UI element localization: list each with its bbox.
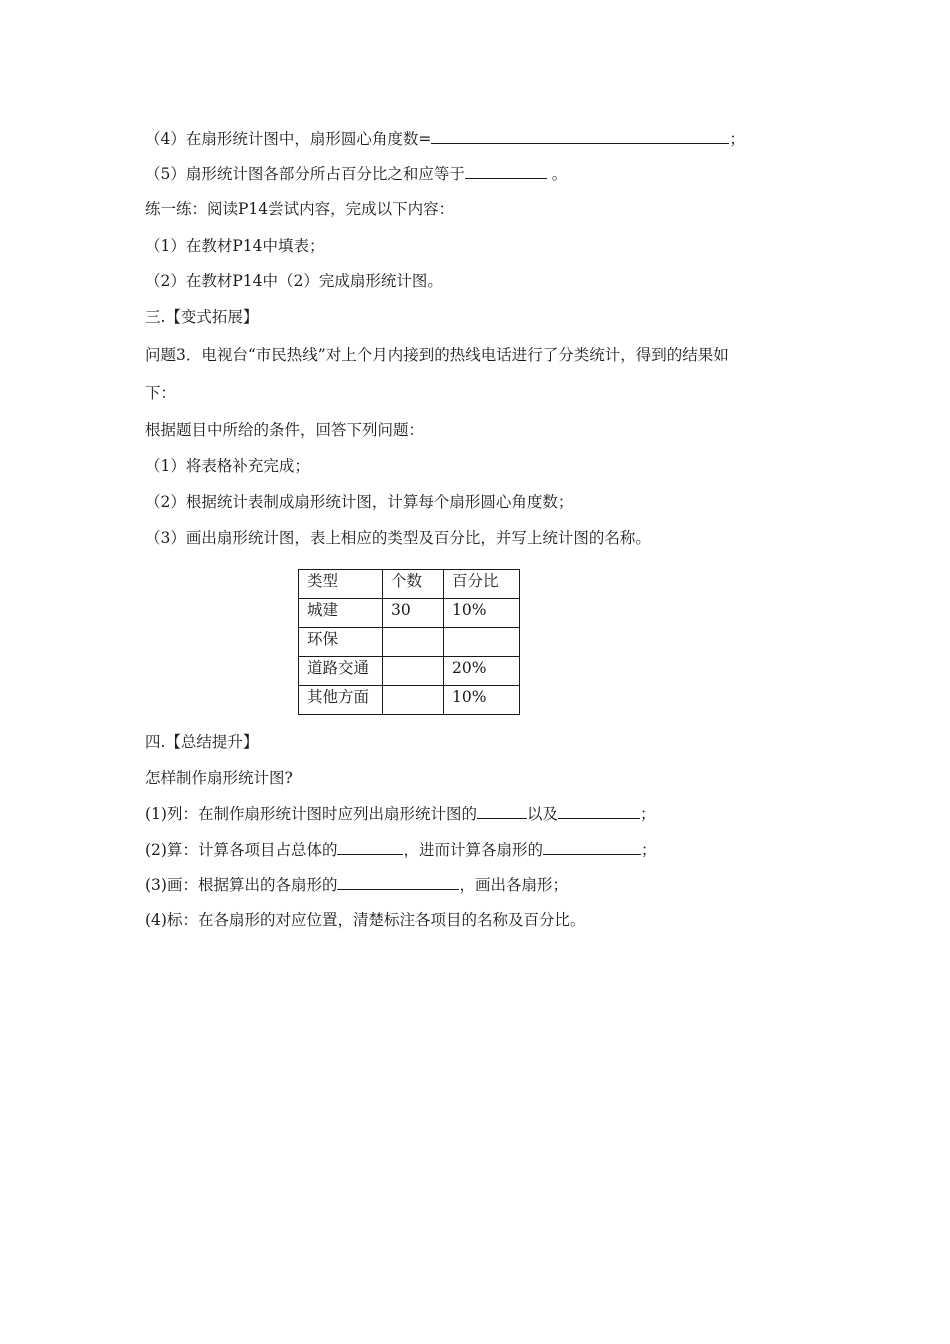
step-3-end: ，画出各扇形； bbox=[459, 876, 568, 894]
step-1-connector: 以及 bbox=[526, 805, 558, 823]
answer-blank[interactable] bbox=[477, 803, 527, 819]
item-4-text: （4）在扇形统计图中，扇形圆心角度数= bbox=[145, 130, 432, 148]
table-cell: 30 bbox=[383, 599, 444, 628]
item-5-text: （5）扇形统计图各部分所占百分比之和应等于 bbox=[145, 165, 465, 183]
answer-blank[interactable] bbox=[337, 874, 459, 890]
table-cell: 城建 bbox=[299, 599, 383, 628]
table-cell[interactable] bbox=[383, 657, 444, 686]
practice-title: 练一练：阅读P14尝试内容，完成以下内容： bbox=[145, 200, 455, 218]
table-header-row bbox=[299, 570, 520, 599]
table-row bbox=[299, 686, 520, 715]
problem-3-line-2: 下： bbox=[145, 384, 177, 402]
table-header-cell: 类型 bbox=[299, 570, 383, 599]
table-cell: 10% bbox=[444, 599, 520, 628]
answer-blank[interactable] bbox=[465, 163, 547, 179]
problem-3-instruction: 根据题目中所给的条件，回答下列问题： bbox=[145, 421, 425, 439]
summary-question: 怎样制作扇形统计图? bbox=[145, 769, 293, 787]
table-cell: 20% bbox=[444, 657, 520, 686]
summary-step-1 bbox=[145, 803, 656, 824]
problem-3-question: （1）将表格补充完成； bbox=[145, 457, 310, 475]
statistics-table bbox=[298, 569, 520, 715]
step-2-end: ； bbox=[640, 841, 657, 859]
table-cell: 10% bbox=[444, 686, 520, 715]
section-3-heading: 三.【变式拓展】 bbox=[145, 308, 259, 326]
problem-3-line-1: 问题3．电视台“市民热线”对上个月内接到的热线电话进行了分类统计，得到的结果如 bbox=[145, 346, 729, 364]
table-row bbox=[299, 599, 520, 628]
table-header-cell: 个数 bbox=[383, 570, 444, 599]
table-header-cell: 百分比 bbox=[444, 570, 520, 599]
item-4-line bbox=[145, 128, 745, 149]
summary-step-2 bbox=[145, 839, 657, 860]
table-cell[interactable] bbox=[444, 628, 520, 657]
problem-3-question: （3）画出扇形统计图，表上相应的类型及百分比，并写上统计图的名称。 bbox=[145, 529, 651, 547]
item-5-line bbox=[145, 163, 567, 184]
section-4-heading: 四.【总结提升】 bbox=[145, 733, 259, 751]
answer-blank[interactable] bbox=[431, 128, 729, 144]
table-cell[interactable] bbox=[383, 628, 444, 657]
answer-blank[interactable] bbox=[337, 839, 403, 855]
summary-step-4: (4)标：在各扇形的对应位置，清楚标注各项目的名称及百分比。 bbox=[145, 911, 586, 929]
step-1-end: ； bbox=[639, 805, 656, 823]
problem-3-question: （2）根据统计表制成扇形统计图，计算每个扇形圆心角度数； bbox=[145, 493, 574, 511]
step-3-text: (3)画：根据算出的各扇形的 bbox=[145, 876, 338, 894]
table-cell: 环保 bbox=[299, 628, 383, 657]
table-row bbox=[299, 657, 520, 686]
item-5-end: 。 bbox=[546, 165, 568, 183]
table-row bbox=[299, 628, 520, 657]
table-cell: 其他方面 bbox=[299, 686, 383, 715]
practice-item: （1）在教材P14中填表； bbox=[145, 237, 325, 255]
answer-blank[interactable] bbox=[543, 839, 641, 855]
step-2-text: (2)算：计算各项目占总体的 bbox=[145, 841, 338, 859]
table-cell: 道路交通 bbox=[299, 657, 383, 686]
item-4-end: ； bbox=[729, 130, 745, 148]
answer-blank[interactable] bbox=[558, 803, 640, 819]
step-2-connector: ，进而计算各扇形的 bbox=[403, 841, 543, 859]
practice-item: （2）在教材P14中（2）完成扇形统计图。 bbox=[145, 272, 443, 290]
table-cell[interactable] bbox=[383, 686, 444, 715]
step-1-text: (1)列：在制作扇形统计图时应列出扇形统计图的 bbox=[145, 805, 477, 823]
summary-step-3 bbox=[145, 874, 568, 895]
